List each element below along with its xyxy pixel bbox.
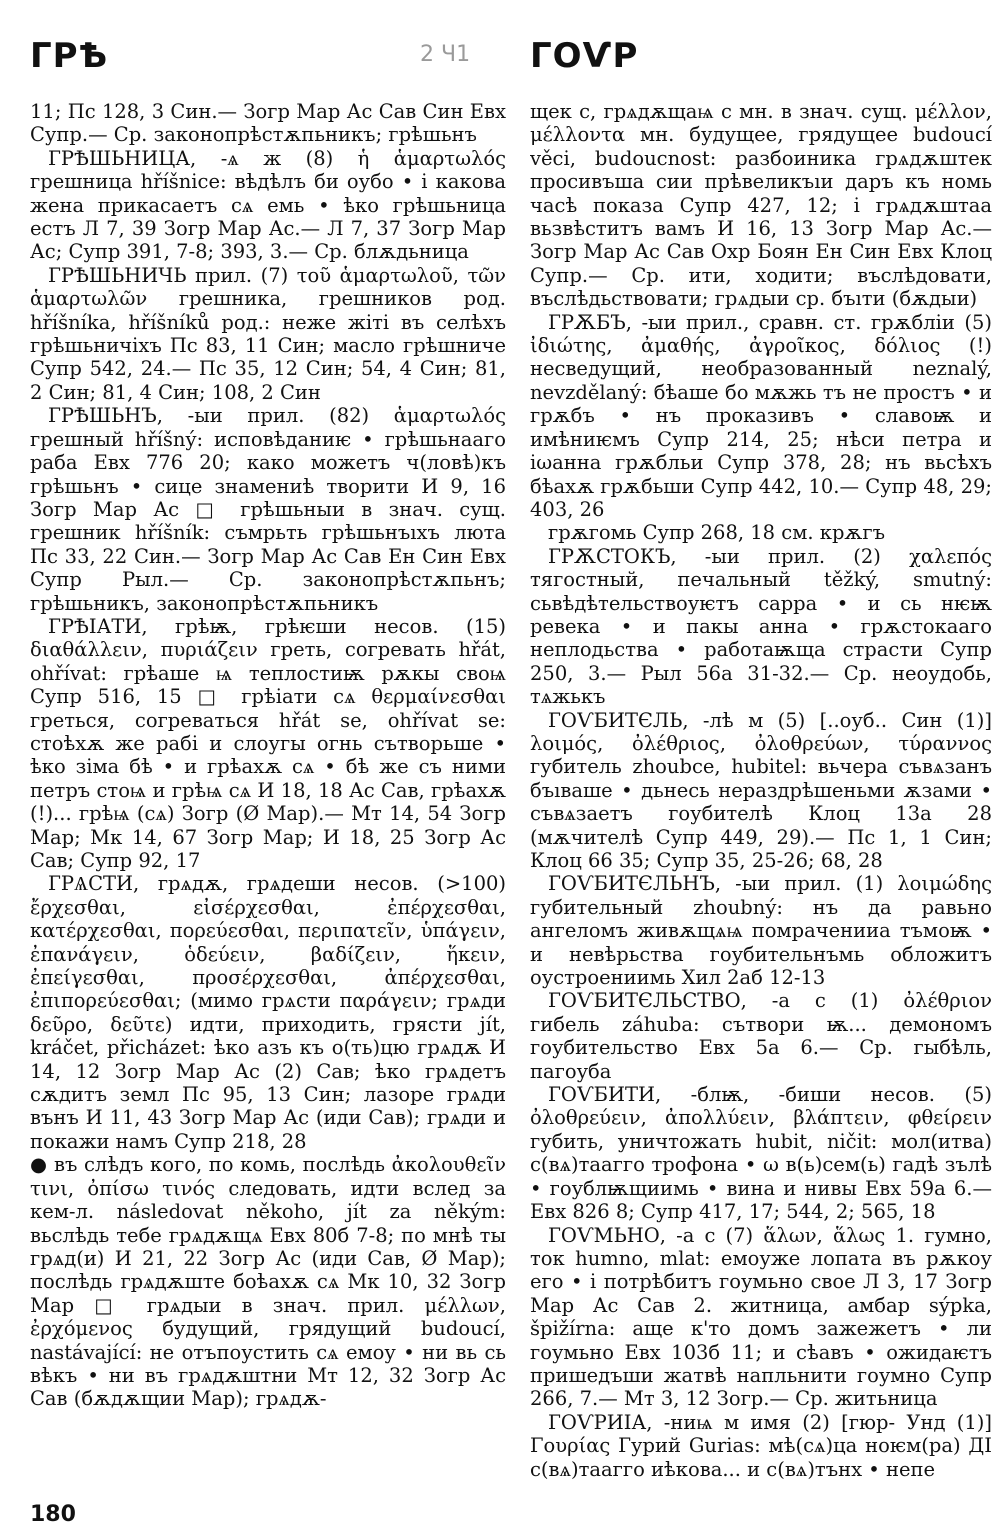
right-column <box>530 100 992 1530</box>
right-entry-4: ГОѴБИТЄЛЬ, -лѣ м (5) [..оуб.. Син (1)] λοιμός, ὀλέθριος, ὀλοθρεύων, τύραννος губитель zhoubce, hubitel: вьчера съвѧзанъ бъıваше • дьнесь нераздрѣшеньми ѫзами • съвѧзаетъ гоубителѣ Клоц 13а 28 (мѫчителѣ Супр 449, 29).— Пс 1, 1 Син; Клоц 66 35; Супр 35, 25-26; 68, 28 <box>530 708 992 872</box>
right-entry-3: ГРѪСТОКЪ, -ыи прил. (2) χαλεπός тягостный, печальный těžký, smutný: сьвѣдѣтельствоуѥтъ сарра • и сь нѥѭ ревека • и пакы анна • грѫстокааго неплодьства • работаѭща страсти Супр 250, 3.— Рыл 56а 31-32.— Ср. неоудобь, тѧжькъ <box>530 544 992 709</box>
left-entry-4: ГРѢІАТИ, грѣѭ, грѣѥши несов. (15) διαθάλλειν, πυριάζειν греть, согревать hřát, ohřívat: грѣаше ѩ теплостиѭ рѫкы своѩ Супр 516, 15 □ грѣіати сѧ θερμαίνεσθαι греться, согреваться hřát se, ohřívat se: стоѣхѫ же рабі и слоугы огнь сътворьше • ѣко зіма бѣ • и грѣахѫ сѧ • бѣ же съ ними петръ стоѩ и грѣѩ сѧ И 18, 18 Ас Сав, грѣахѫ (!)... грѣѩ (сѧ) Зогр (Ø Мар).— Мт 14, 54 Зогр Мар; Мк 14, 67 Зогр Мар; И 18, 25 Зогр Ас Сав; Супр 92, 17 <box>30 614 506 872</box>
right-entry-9: ГОѴРИІА, -ниѩ м имя (2) [гюр- Унд (1)] Γουρίας Гурий Gurias: мѣ(сѧ)ца ноѥм(ра) ДІ с(вѧ)таагго иѣкова... и с(вѧ)тънх • непе <box>530 1410 992 1481</box>
left-entry-1: ГРѢШЬНИЦА, -ѧ ж (8) ἡ ἁμαρτωλός грешница hříšnice: вѣдѣлъ би оубо • і какова жена прикасаетъ сѧ емь • ѣко грѣшьница естъ Л 7, 39 Зогр Мар Ас.— Л 7, 37 Зогр Мар Ас; Супр 391, 7-8; 393, 3.— Ср. блѫдьница <box>30 146 506 264</box>
left-entry-2: ГРѢШЬНИЧЬ прил. (7) τοῦ ἁμαρτωλοῦ, τῶν ἁμαρτωλῶν грешника, грешников род. hříšníka, hříšníků род.: неже жіті въ селѣхъ грѣшьничіхъ Пс 83, 11 Син; масло грѣшниче Супр 542, 24.— Пс 35, 12 Син; 54, 4 Син; 81, 2 Син; 81, 4 Син; 108, 2 Син <box>30 263 506 404</box>
left-entry-6: ● въ слѣдъ кого, по комь, послѣдь ἀκολουθεῖν τινι, ὀπίσω τινός следовать, идти вслед за кем-л. následovat někoho, jít za někým: вьслѣдь тебе грѧдѫщѧ Евх 80б 7-8; по мнѣ ты грѧд(и) И 21, 22 Зогр Ас (иди Сав, Ø Мар); послѣдь грѧдѫште боѣахѫ сѧ Мк 10, 32 Зогр Мар □ грѧдыи в знач. прил. μέλλων, ἐρχόμενος будущий, грядущий budoucí, nastávající: не отъпоустить сѧ емоу • ни вь сь вѣкъ • ни въ грѧдѫштни Мт 12, 32 Зогр Ас Сав (бѫдѫщии Мар); грѧдѫ- <box>30 1153 506 1411</box>
running-head-page-number: 2 Ч1 <box>420 42 471 67</box>
folio-page-number: 180 <box>30 1502 76 1527</box>
right-entry-2: грѫгомь Супр 268, 18 см. крѫгъ <box>548 521 885 545</box>
right-entry-8: ГОѴМЬНО, -а с (7) ἅλων, ἅλως 1. гумно, ток humno, mlat: емоуже лопата въ рѫкоу его • і потрѣбитъ гоумьно свое Л 3, 17 Зогр Мар Ас Сав 2. житница, амбар sýpka, špižírna: аще к'то домъ зажежетъ • ли гоумьно Евх 103б 11; и сѣавъ • ожидаѥтъ пришедъши жатвѣ напльнити гоумно Супр 266, 7.— Мт 3, 12 Зогр.— Ср. житьница <box>530 1223 992 1411</box>
right-entry-1: ГРѪБЪ, -ыи прил., сравн. ст. грѫбліи (5) ἰδιώτης, ἀμαθής, ἀγροῖκος, δόλιος (!) несведущий, необразованный neznalý, nevzdělaný: бѣаше бо мѫжь тъ не простъ • и грѫбъ • нъ проказивъ • славоѭ и имѣниѥмъ Супр 214, 25; нѣси петра и іωанна грѫбльи Супр 378, 28; нъ вьсѣхъ бѣахѫ грѫбьши Супр 442, 10.— Супр 48, 29; 403, 26 <box>530 310 992 521</box>
running-head-right: ГОѴР <box>530 36 639 76</box>
left-entry-3: ГРѢШЬНЪ, -ыи прил. (82) ἁμαρτωλός грешный hříšný: исповѣданиѥ • грѣшьнааго раба Евх 776 20; како можетъ ч(ловѣ)къ грѣшьнъ • сице знамениѣ творити И 9, 16 Зогр Мар Ас □ грѣшьныи в знач. сущ. грешник hříšník: съмрьть грѣшьнъıхъ люта Пс 33, 22 Син.— Зогр Мар Ас Сав Ен Син Евх Супр Рыл.— Ср. законопрѣстѫпьнъ; грѣшьникъ, законопрѣстѫпьникъ <box>30 404 506 615</box>
right-entry-5: ГОѴБИТЄЛЬНЪ, -ыи прил. (1) λοιμώδης губительный zhoubný: нъ да равьно ангеломъ живѫщѧѩ помраченииа тъмоѭ • и невѣрьства гоубительнъмь обложитъ оустроениимь Хил 2аб 12-13 <box>530 872 992 990</box>
right-entry-7: ГОѴБИТИ, -блѭ, -биши несов. (5) ὀλοθρεύειν, ἀπολλύειν, βλάπτειν, φθείρειν губить, уничтожать hubit, ničit: мол(итва) с(вѧ)таагго трофона • ω в(ь)сем(ь) гадѣ зълѣ • гоублѭщиимь • вина и нивы Евх 59а 6.— Евх 826 8; Супр 417, 17; 544, 2; 565, 18 <box>530 1083 992 1224</box>
left-entry-5: ГРѦСТИ, грѧдѫ, грѧдеши несов. (>100) ἔρχεσθαι, εἰσέρχεσθαι, ἐπέρχεσθαι, κατέρχεσθαι, πορεύεσθαι, περιπατεῖν, ὑπάγειν, ἐπανάγειν, ὁδεύειν, βαδίζειν, ἥκειν, ἐπείγεσθαι, προσέρχεσθαι, ἀπέρχεσθαι, ἐπιπορεύεσθαι; (мимо грѧсти παράγειν; грѧди δεῦρο, δεῦτε) идти, приходить, грясти jít, kráčet, přicházet: ѣко азъ къ о(ть)цю грѧдѫ И 14, 12 Зогр Мар Ас (2) Сав; ѣко грѧдетъ сѫдитъ земл Пс 95, 13 Син; лазоре грѧди вънъ И 11, 43 Зогр Мар Ас (иди Сав); грѧди и покажи намъ Супр 218, 28 <box>30 872 506 1153</box>
left-column <box>30 100 506 1510</box>
right-entry-0: щек с, грѧдѫщаѩ с мн. в знач. сущ. μέλλον, μέλλοντα мн. будущее, грядущее budoucí věci, budoucnost: разбоиника грѧдѫштек просивъша сии прѣвеликъıи даръ къ номь часѣ показа Супр 427, 12; і грѧдѫштаа вьзвѣститъ вамъ И 16, 13 Зогр Мар Ас.— Зогр Мар Ас Сав Охр Боян Ен Син Евх Клоц Супр.— Ср. ити, ходити; въслѣдовати, въслѣдьствовати; грѧдыи ср. бъıти (бѫдыи) <box>530 100 992 311</box>
running-head-left: ГРѢ <box>30 36 109 76</box>
left-entry-0: 11; Пс 128, 3 Син.— Зогр Мар Ас Сав Син Евх Супр.— Ср. законопрѣстѫпьникъ; грѣшьнъ <box>30 100 506 147</box>
right-entry-6: ГОѴБИТЄЛЬСТВО, -а с (1) ὀλέθριον гибель záhuba: сътвори ѭ... демономъ гоубительство Евх 5а 6.— Ср. гыбѣль, пагоуба <box>530 989 992 1083</box>
